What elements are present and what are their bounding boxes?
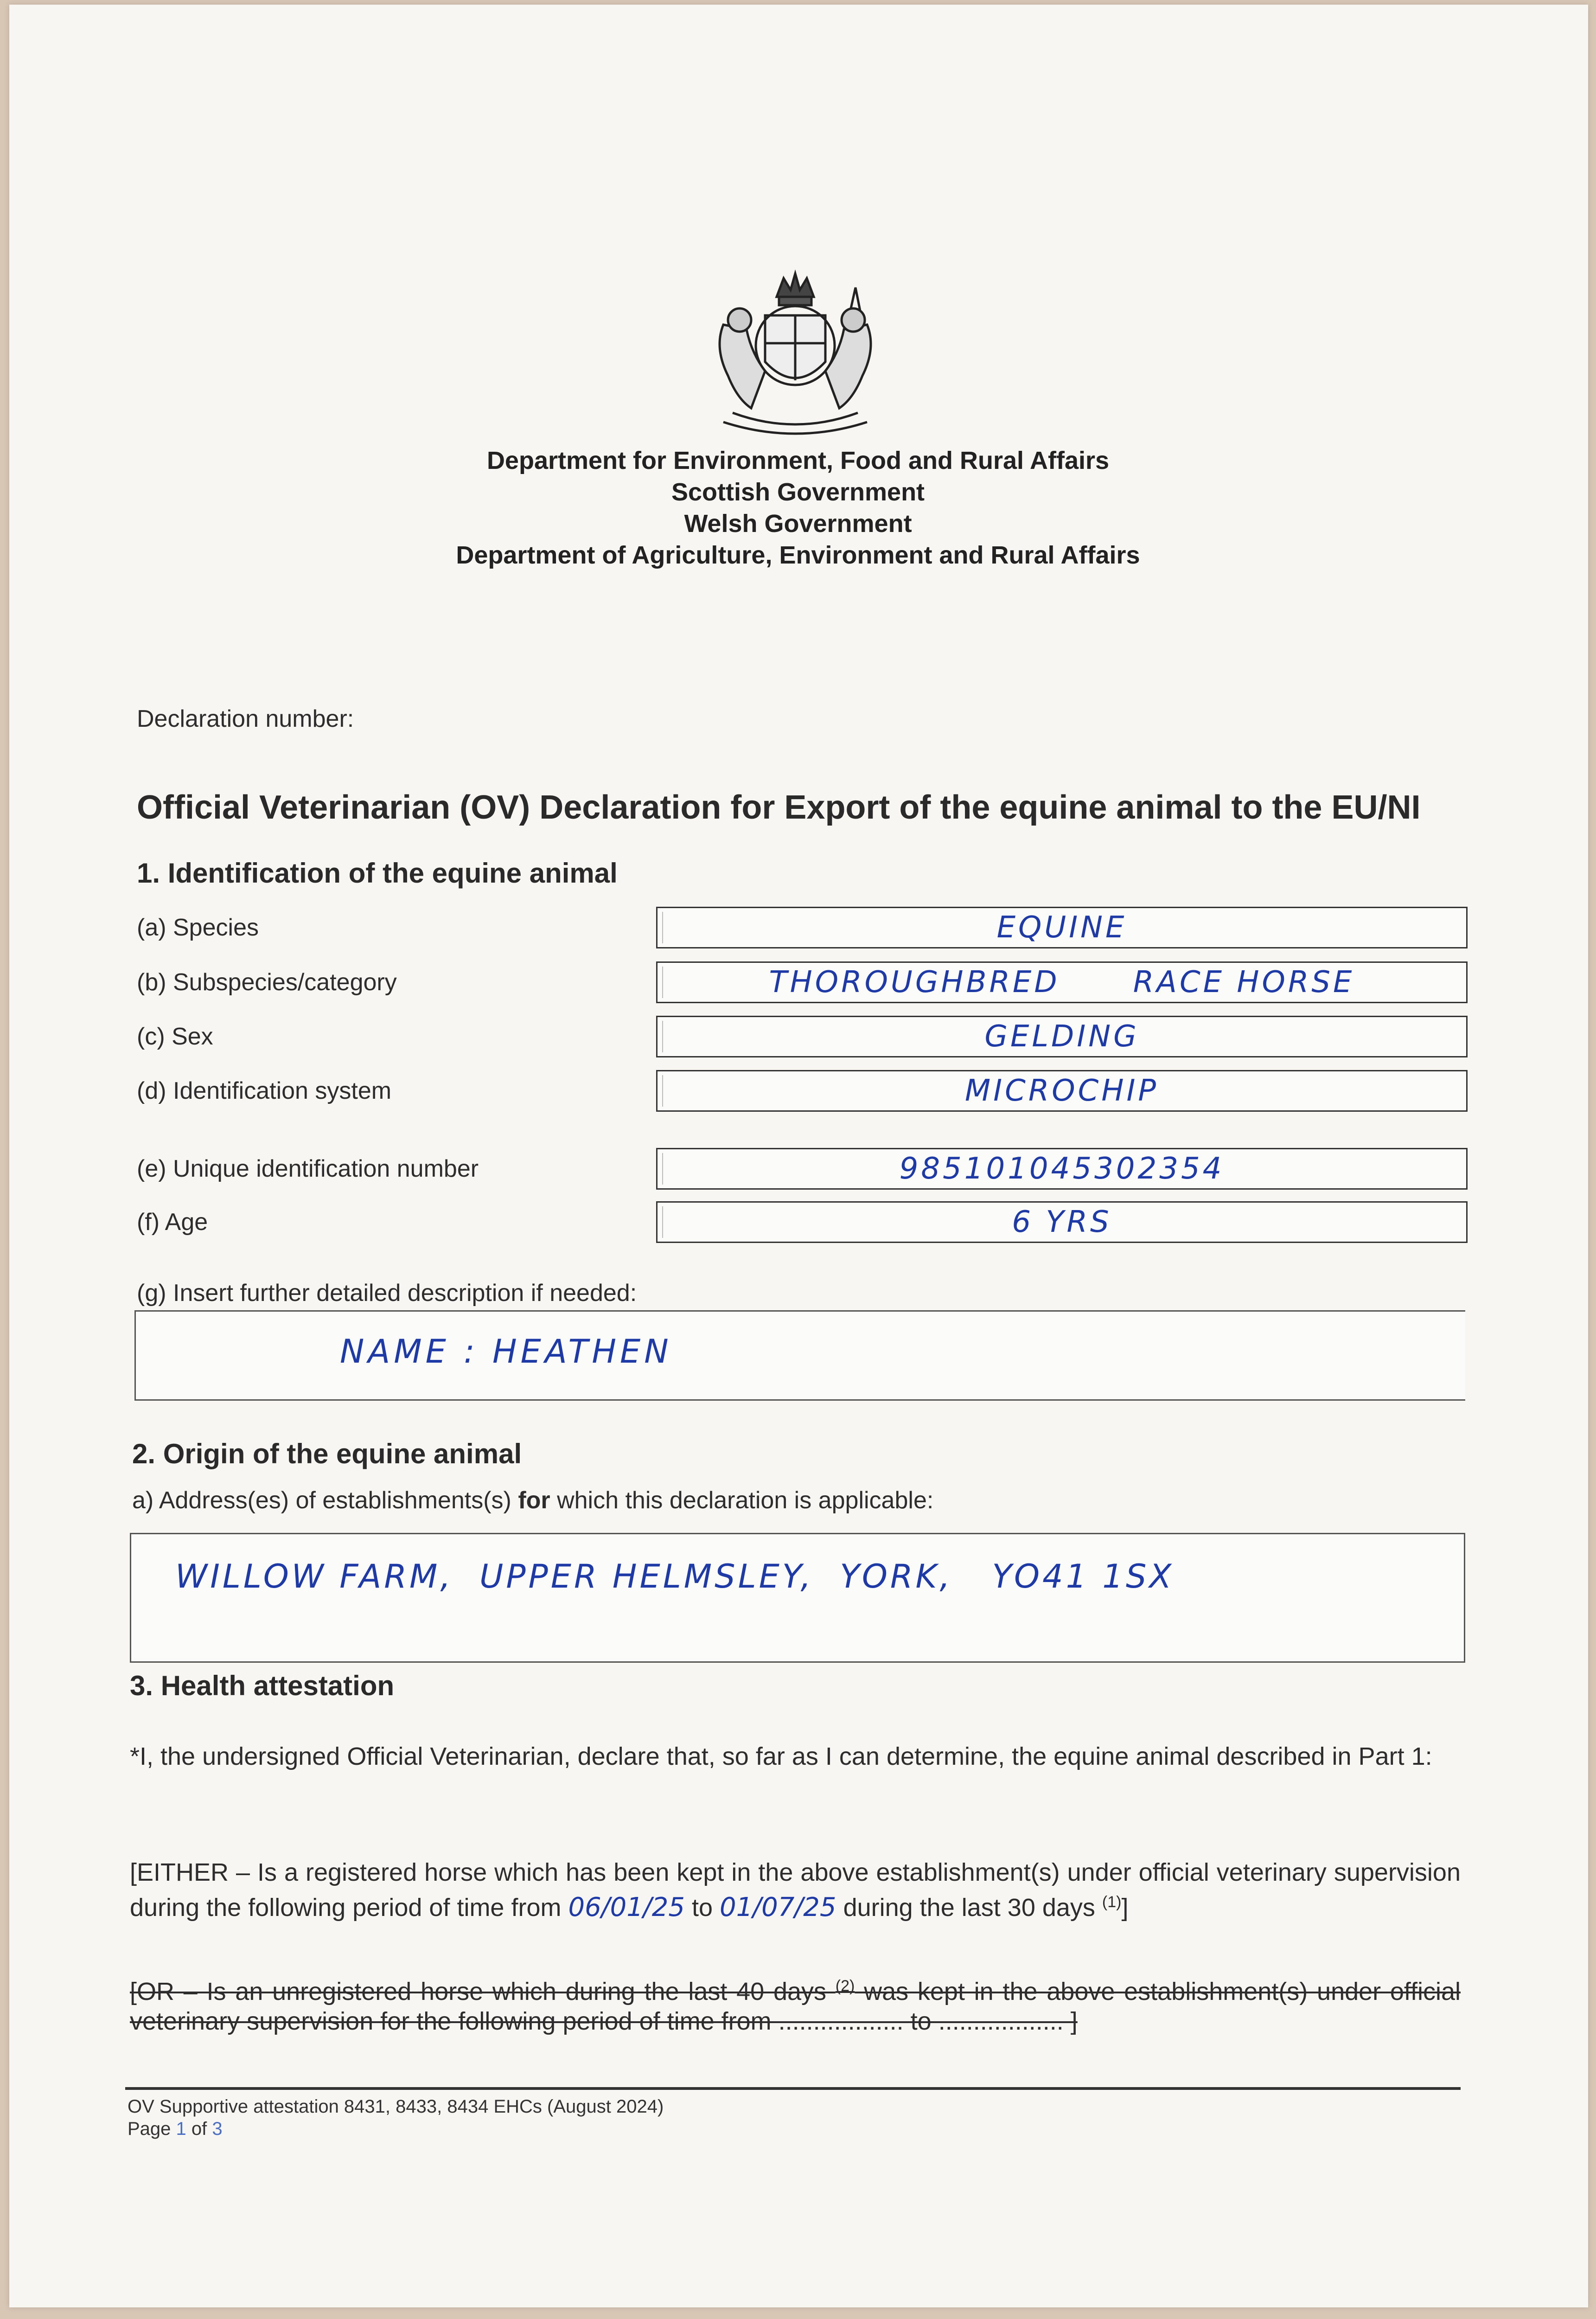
age-field[interactable] bbox=[656, 1201, 1468, 1243]
or-clause bbox=[130, 1971, 1461, 2036]
footer-rule bbox=[125, 2087, 1461, 2090]
address-box[interactable] bbox=[130, 1533, 1465, 1663]
health-attestation-intro: *I, the undersigned Official Veterinarian, declare that, so far as I can determine, the equine animal described in Part 1: bbox=[130, 1742, 1432, 1770]
either-clause bbox=[130, 1858, 1461, 1922]
unique-id-value: 985101045302354 bbox=[899, 1152, 1225, 1186]
identification-system-field[interactable] bbox=[656, 1070, 1468, 1112]
unique-id-field[interactable] bbox=[656, 1148, 1468, 1190]
either-from-date: 06/01/25 bbox=[568, 1892, 685, 1922]
either-text-post: during the last 30 days bbox=[836, 1894, 1102, 1922]
page-total: 3 bbox=[212, 2119, 223, 2139]
either-to-date: 01/07/25 bbox=[720, 1892, 836, 1922]
either-footnote-ref: (1) bbox=[1102, 1893, 1122, 1911]
sex-field[interactable] bbox=[656, 1016, 1468, 1057]
section-3-heading: 3. Health attestation bbox=[130, 1670, 395, 1701]
unique-id-label: (e) Unique identification number bbox=[137, 1155, 479, 1182]
address-label-post: which this declaration is applicable: bbox=[550, 1487, 934, 1514]
further-description-value: NAME : HEATHEN bbox=[340, 1332, 672, 1371]
page-prefix: Page bbox=[128, 2119, 176, 2139]
section-1-heading: 1. Identification of the equine animal bbox=[137, 858, 618, 889]
species-field[interactable] bbox=[656, 907, 1468, 948]
or-footnote-ref: (2) bbox=[835, 1977, 855, 1995]
page-number bbox=[128, 2119, 223, 2140]
address-label bbox=[132, 1486, 933, 1514]
page-mid: of bbox=[186, 2119, 212, 2139]
or-text-b: was kept in the above establishment(s) under official veterinary supervision for the following period of time from .................. to .................. ] bbox=[130, 1978, 1461, 2035]
section-2-heading: 2. Origin of the equine animal bbox=[132, 1438, 522, 1469]
sex-label: (c) Sex bbox=[137, 1023, 213, 1050]
identification-system-value: MICROCHIP bbox=[965, 1074, 1159, 1108]
department-daera: Department of Agriculture, Environment and Rural Affairs bbox=[456, 541, 1140, 569]
department-defra: Department for Environment, Food and Rural Affairs bbox=[486, 447, 1110, 474]
subspecies-value: THOROUGHBRED RACE HORSE bbox=[769, 965, 1355, 999]
further-description-box[interactable] bbox=[134, 1310, 1465, 1401]
declaration-number-label: Declaration number: bbox=[137, 705, 354, 732]
further-description-label: (g) Insert further detailed description if needed: bbox=[137, 1280, 637, 1307]
sex-value: GELDING bbox=[984, 1019, 1139, 1054]
species-label: (a) Species bbox=[137, 914, 259, 941]
address-label-bold: for bbox=[518, 1487, 550, 1514]
royal-coat-of-arms-icon bbox=[696, 269, 895, 441]
either-text-pre: [EITHER – Is a registered horse which has been kept in the above establishment(s) under official veterinary supervision during the following period of time from bbox=[130, 1858, 1461, 1922]
or-text-a: [OR – Is an unregistered horse which during the last 40 days bbox=[130, 1978, 836, 2005]
page-current: 1 bbox=[176, 2119, 186, 2139]
age-label: (f) Age bbox=[137, 1209, 208, 1236]
page-title: Official Veterinarian (OV) Declaration for Export of the equine animal to the EU/NI bbox=[137, 789, 1421, 826]
department-welsh-government: Welsh Government bbox=[684, 510, 912, 538]
footer-reference: OV Supportive attestation 8431, 8433, 8434 EHCs (August 2024) bbox=[128, 2096, 664, 2117]
department-scottish-government: Scottish Government bbox=[671, 478, 925, 506]
subspecies-field[interactable] bbox=[656, 961, 1468, 1003]
either-text-mid: to bbox=[685, 1894, 720, 1922]
species-value: EQUINE bbox=[996, 910, 1127, 945]
subspecies-label: (b) Subspecies/category bbox=[137, 969, 397, 996]
address-label-pre: a) Address(es) of establishments(s) bbox=[132, 1487, 518, 1514]
address-value: WILLOW FARM, UPPER HELMSLEY, YORK, YO41 1SX bbox=[175, 1557, 1175, 1595]
either-text-end: ] bbox=[1121, 1894, 1129, 1922]
identification-system-label: (d) Identification system bbox=[137, 1077, 392, 1104]
age-value: 6 YRS bbox=[1012, 1205, 1112, 1239]
